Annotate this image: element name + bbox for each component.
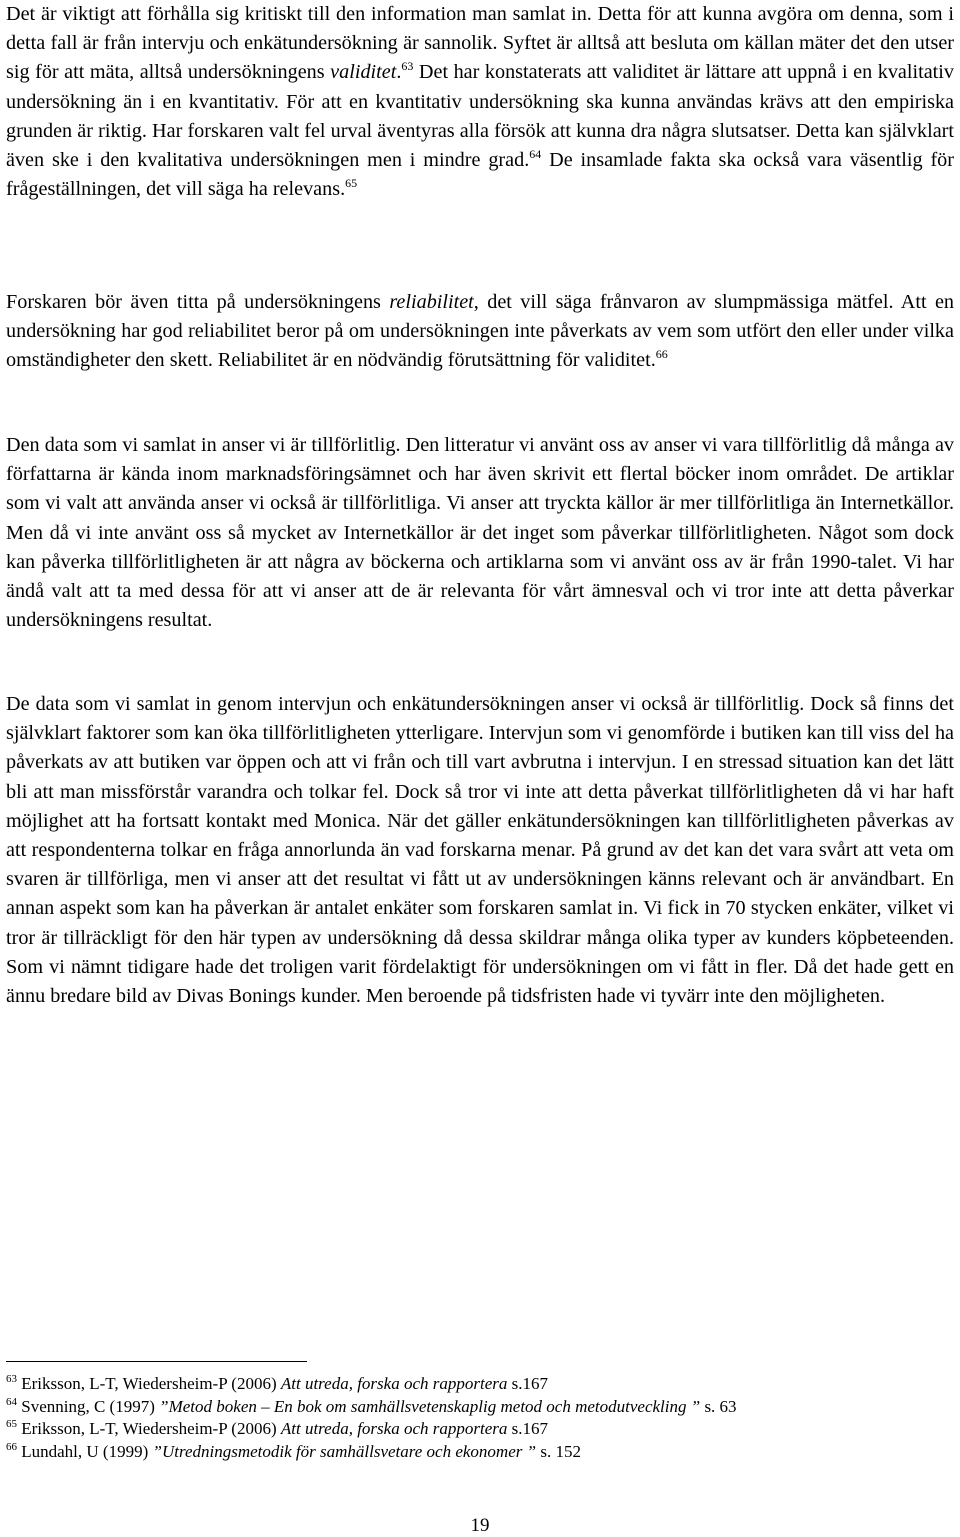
page-number: 19: [470, 1515, 490, 1536]
footnote-ref-65[interactable]: 65: [345, 176, 358, 191]
paragraph-reliability: [6, 288, 954, 376]
footnote-page: s.167: [511, 1374, 548, 1393]
footnote-text: Svenning, C (1997): [17, 1396, 160, 1416]
footnote-text: Eriksson, L-T, Wiedersheim-P (2006): [17, 1419, 281, 1439]
paragraph-data-reliability: [6, 431, 954, 635]
paragraph-text: Forskaren bör även titta på undersökningens: [6, 291, 390, 313]
footnote-title: ”Utredningsmetodik för samhällsvetare och ekonomer ”: [152, 1441, 537, 1461]
paragraph-validity: [6, 0, 954, 204]
paragraph-text: .: [396, 61, 402, 84]
footnote-66: [6, 1441, 954, 1464]
footnote-63: [6, 1373, 954, 1396]
footnote-ref-64[interactable]: 64: [529, 147, 542, 162]
italic-term-reliabilitet: reliabilitet: [389, 291, 474, 313]
footnote-ref-63[interactable]: 63: [401, 59, 414, 74]
footnote-title: ”Metod boken – En bok om samhällsvetenskaplig metod och metodutveckling ”: [159, 1396, 701, 1416]
paragraph-text: Den data som vi samlat in anser vi är tillförlitlig. Den litteratur vi använt oss av anser vi vara tillförlitlig då många av författarna är kända inom marknadsföringsämnet och har även skrivit ett flertal böcker inom området. De artiklar som vi valt att använda anser vi också är tillförlitliga. Vi anser att tryckta källor är mer tillförlitliga än Internetkällor. Men då vi inte använt oss så mycket av Internetkällor är det inget som påverkar tillförlitligheten. Något som dock kan påverka tillförlitligheten är att några av böckerna och artiklarna som vi använt oss av är från 1990-talet. Vi har ändå valt att ta med dessa för att vi anser att de är relevanta för vårt ämnesval och vi tror inte att detta påverkar undersökningens resultat.: [6, 434, 954, 632]
paragraph-text: De insamlade fakta ska också vara väsentlig för frågeställningen, det vill säga ha relevans.: [6, 149, 954, 201]
footnote-title: Att utreda, forska och rapportera: [280, 1419, 512, 1439]
footnotes: [6, 1373, 954, 1463]
footnote-number: 63: [6, 1373, 17, 1385]
footnote-page: s. 152: [536, 1441, 581, 1461]
paragraph-text: Det är viktigt att förhålla sig kritiskt till den information man samlat in. Detta för att kunna avgöra om denna, som i detta fall är från intervju och enkätundersökning är sannolik. Syftet är alltså att besluta om källan mäter det den utser sig för att mäta, alltså undersökningens: [6, 3, 954, 84]
paragraph-text: Det har konstaterats att validitet är lättare att uppnå i en kvalitativ undersökning än i en kvantitativ. För att en kvantitativ undersökning ska kunna användas krävs att den empiriska grunden är riktig. Har forskaren valt fel urval äventyras alla försök att kunna dra några slutsatser. Detta kan självklart även ske i den kvalitativa undersökningen men i mindre grad.: [6, 61, 954, 172]
paragraph-text: De data som vi samlat in genom intervjun och enkätundersökningen anser vi också är tillförlitlig. Dock så finns det självklart faktorer som kan öka tillförlitligheten ytterligare. Intervjun som vi genomförde i butiken kan till viss del ha påverkats av att butiken var öppen och att vi från och till vart avbrutna i intervjun. I en stressad situation kan det lätt bli att man missförstår varandra och tolkar fel. Dock så tror vi inte att detta påverkat tillförlitligheten då vi har haft möjlighet att ha fortsatt kontakt med Monica. När det gäller enkätundersökningen kan tillförlitligheten påverkas av att respondenterna tolkar en fråga annorlunda än vad forskarna menar. På grund av det kan det vara svårt att veta om svaren är tillförliga, men vi anser att det resultat vi fått ut av undersökningen känns relevant och är användbart. En annan aspekt som kan ha påverkan är antalet enkäter som forskaren samlat in. Vi fick in 70 stycken enkäter, vilket vi tror är tillräckligt för den här typen av undersökning då dessa skildrar många olika typer av kunders köpbeteenden. Som vi nämnt tidigare hade det troligen varit fördelaktigt för undersökningen om vi fått in fler. Då det hade gett en ännu bredare bild av Divas Bonings kunder. Men beroende på tidsfristen hade vi tyvärr inte den möjligheten.: [6, 693, 954, 1008]
footnote-number: 65: [6, 1418, 17, 1431]
footnote-text: Lundahl, U (1999): [17, 1441, 153, 1461]
footnote-number: 64: [6, 1395, 17, 1408]
footnote-number: 66: [6, 1440, 17, 1453]
footnote-text: Eriksson, L-T, Wiedersheim-P (2006): [17, 1374, 281, 1393]
footnote-64: [6, 1396, 954, 1419]
paragraph-interview-survey: [6, 690, 954, 1011]
footnote-page: s.167: [511, 1419, 548, 1439]
footnote-divider: [6, 1361, 307, 1362]
footnote-page: s. 63: [700, 1396, 737, 1416]
paragraph-text: , det vill säga frånvaron av slumpmässiga mätfel. Att en undersökning har god reliabilitet beror på om undersökningen inte påverkats av vem som utfört den eller under vilka omständigheter den skett. Reliabilitet är en nödvändig förutsättning för validitet.: [6, 291, 954, 372]
footnote-ref-66[interactable]: 66: [655, 347, 668, 362]
footnote-title: Att utreda, forska och rapportera: [280, 1374, 512, 1393]
footnote-65: [6, 1418, 954, 1441]
italic-term-validitet: validitet: [330, 61, 397, 84]
